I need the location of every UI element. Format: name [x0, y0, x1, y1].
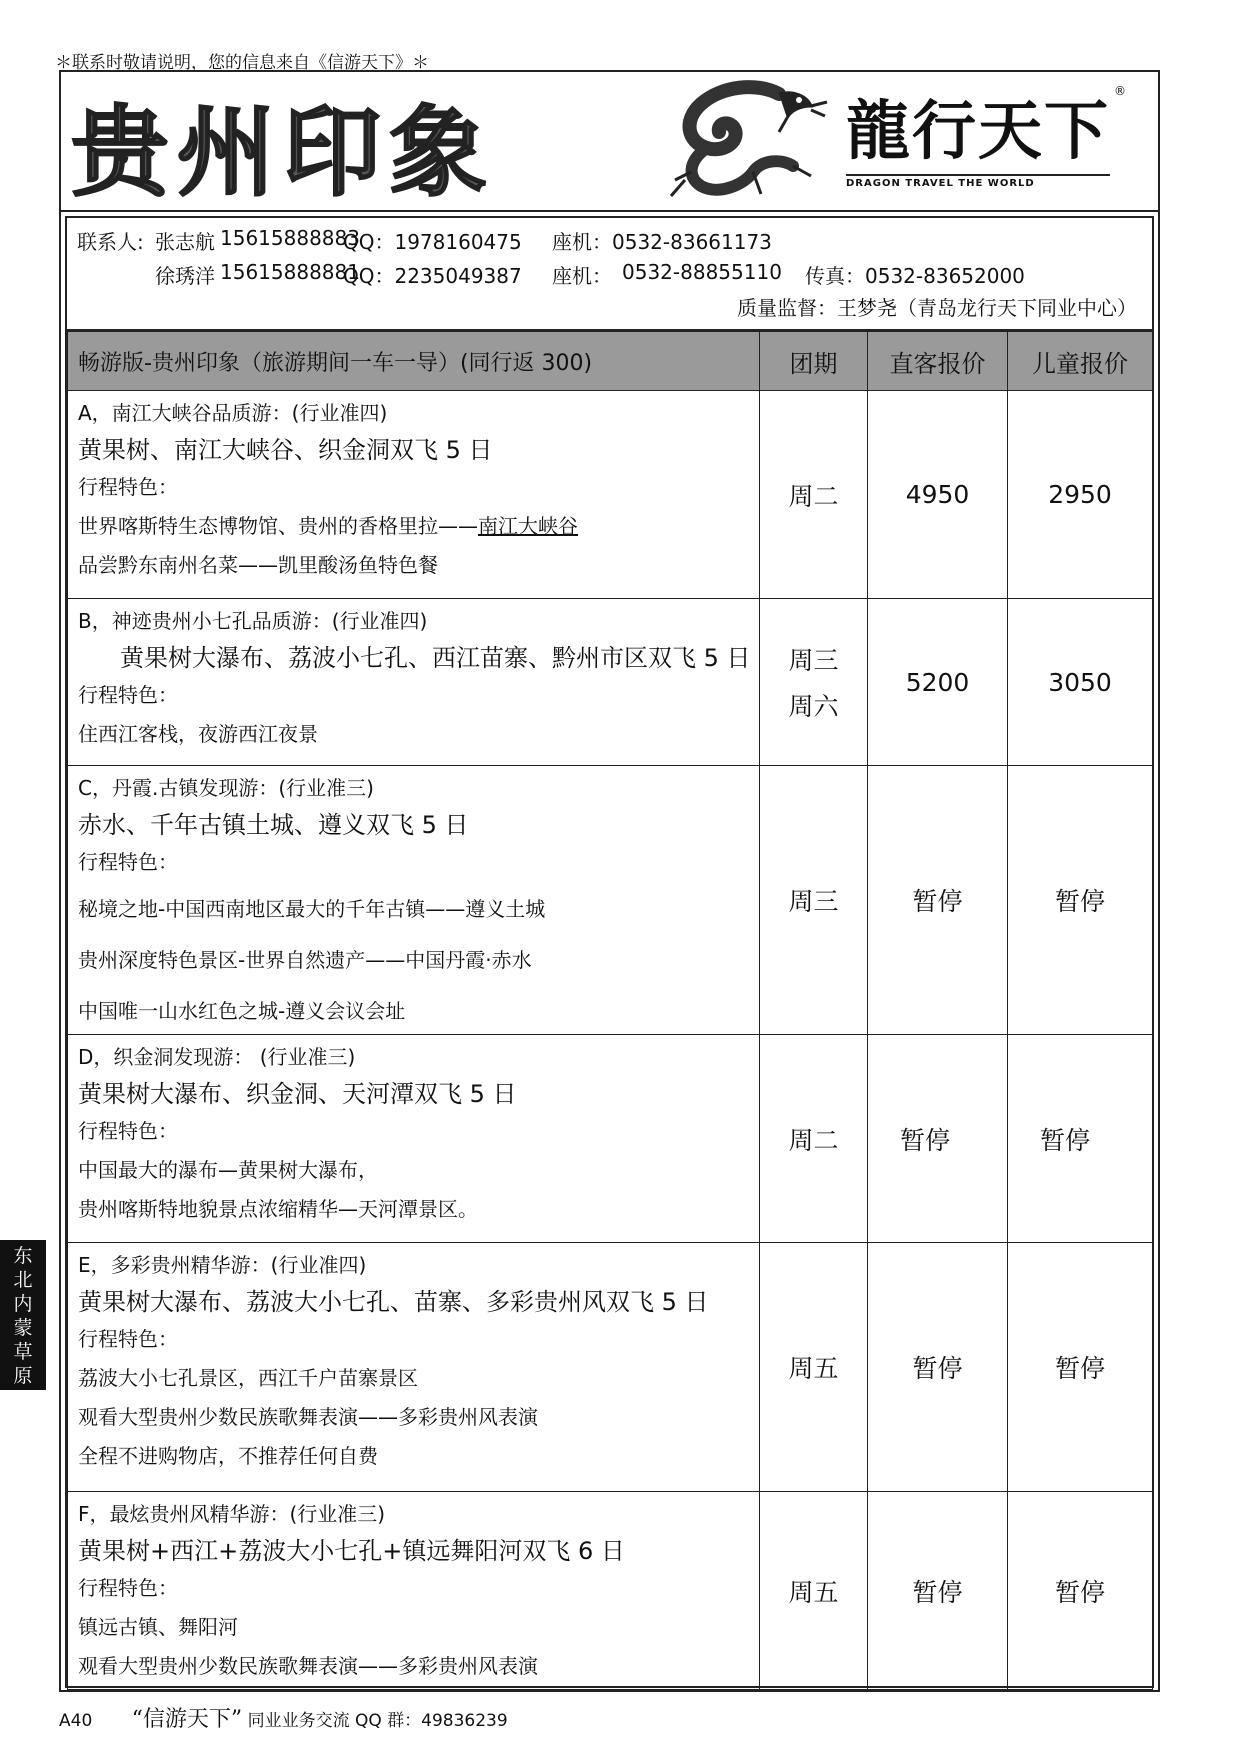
- tour-date-2: 周六: [788, 692, 839, 721]
- tour-child-price: 暂停: [1008, 1243, 1153, 1492]
- tour-desc-d: [68, 1035, 760, 1243]
- side-tab[interactable]: [0, 1240, 46, 1390]
- table-row: [68, 1035, 1153, 1243]
- tour-adult-price: 4950: [868, 391, 1008, 599]
- footer: [59, 1702, 508, 1733]
- tour-label: B，神迹贵州小七孔品质游：(行业准四): [78, 609, 428, 633]
- tour-desc-b: [68, 599, 760, 766]
- tour-child-price: 暂停: [1008, 1492, 1153, 1690]
- tour-desc-e: [68, 1243, 760, 1492]
- tour-feature-line: 观看大型贵州少数民族歌舞表演——多彩贵州风表演: [78, 1405, 538, 1429]
- side-tab-char: 原: [13, 1365, 33, 1387]
- banner: [61, 72, 1158, 212]
- tour-feature-text: 世界喀斯特生态博物馆、贵州的香格里拉——: [78, 514, 478, 538]
- tour-feature-line: 观看大型贵州少数民族歌舞表演——多彩贵州风表演: [78, 1654, 538, 1678]
- price-table: [67, 331, 1153, 1690]
- tour-label: A，南江大峡谷品质游：(行业准四): [78, 401, 388, 425]
- tour-feature-line: 品尝黔东南州名菜——凯里酸汤鱼特色餐: [78, 553, 438, 577]
- tour-date: 周五: [760, 1243, 868, 1492]
- tour-desc-f: [68, 1492, 760, 1690]
- registered-mark: ®: [1114, 84, 1126, 98]
- content-box: [65, 216, 1154, 1688]
- tour-date: [760, 599, 868, 766]
- tour-feature-label: 行程特色：: [78, 1119, 178, 1143]
- tour-route: 赤水、千年古镇土城、遵义双飞 5 日: [78, 811, 469, 839]
- tour-feature-line: 秘境之地-中国西南地区最大的千年古镇——遵义土城: [78, 897, 546, 921]
- banner-title: 贵州印象: [71, 96, 496, 210]
- tour-feature-label: 行程特色：: [78, 1576, 178, 1600]
- quality-supervisor: 质量监督：王梦尧（青岛龙行天下同业中心）: [737, 296, 1137, 320]
- contact-landline-2: 0532-88855110: [622, 260, 782, 284]
- tour-adult-price: 暂停: [868, 1035, 1008, 1243]
- table-row: [68, 766, 1153, 1035]
- contact-person-1: 张志航: [155, 230, 215, 254]
- contact-qq-2: QQ：2235049387: [343, 264, 522, 288]
- tour-feature-label: 行程特色：: [78, 1327, 178, 1351]
- tour-child-price: 3050: [1008, 599, 1153, 766]
- tour-feature-line: 贵州深度特色景区-世界自然遗产——中国丹霞·赤水: [78, 948, 532, 972]
- table-row: [68, 1492, 1153, 1690]
- side-tab-char: 北: [13, 1269, 33, 1291]
- tour-feature-label: 行程特色：: [78, 475, 178, 499]
- contact-fax: 传真：0532-83652000: [805, 264, 1025, 288]
- dragon-logo-icon: [661, 76, 831, 204]
- brand-name: 龍行天下: [846, 94, 1110, 169]
- tour-feature-line: 荔波大小七孔景区，西江千户苗寨景区: [78, 1366, 418, 1390]
- tour-feature-link: 南江大峡谷: [478, 514, 578, 538]
- tour-feature-line: [78, 510, 751, 539]
- table-row: [68, 599, 1153, 766]
- tour-date: 周三: [760, 766, 868, 1035]
- tour-date: 周二: [760, 391, 868, 599]
- tour-route: 黄果树大瀑布、织金洞、天河潭双飞 5 日: [78, 1080, 517, 1108]
- header-title: 畅游版-贵州印象（旅游期间一车一导）(同行返 300): [68, 332, 760, 391]
- tour-feature-line: 全程不进购物店，不推荐任何自费: [78, 1444, 378, 1468]
- tour-adult-price: 暂停: [868, 1243, 1008, 1492]
- header-child-price: 儿童报价: [1008, 332, 1153, 391]
- tour-desc-a: [68, 391, 760, 599]
- table-row: [68, 391, 1153, 599]
- tour-feature-label: 行程特色：: [78, 683, 178, 707]
- tour-feature-line: 贵州喀斯特地貌景点浓缩精华—天河潭景区。: [78, 1197, 478, 1221]
- tour-adult-price: 5200: [868, 599, 1008, 766]
- tour-feature-line: 中国唯一山水红色之城-遵义会议会址: [78, 999, 406, 1023]
- tour-date: 周二: [760, 1035, 868, 1243]
- side-tab-char: 内: [13, 1293, 33, 1315]
- tour-date: 周五: [760, 1492, 868, 1690]
- contacts-block: [67, 218, 1152, 332]
- contact-person-2: 徐琇洋: [155, 264, 215, 288]
- tour-child-price: 暂停: [1008, 1035, 1153, 1243]
- side-tab-char: 东: [13, 1245, 33, 1267]
- contact-landline-1: 座机：0532-83661173: [552, 230, 772, 254]
- side-tab-char: 蒙: [13, 1317, 33, 1339]
- footer-qq-group: 同业业务交流 QQ 群：49836239: [247, 1711, 508, 1731]
- tour-adult-price: 暂停: [868, 766, 1008, 1035]
- tour-desc-c: [68, 766, 760, 1035]
- page-frame: [59, 70, 1160, 1692]
- tour-adult-price: 暂停: [868, 1492, 1008, 1690]
- tour-label: C，丹霞.古镇发现游：(行业准三): [78, 776, 374, 800]
- tour-route: 黄果树大瀑布、荔波大小七孔、苗寨、多彩贵州风双飞 5 日: [78, 1288, 709, 1316]
- table-row: [68, 1243, 1153, 1492]
- tour-feature-line: 住西江客栈，夜游西江夜景: [78, 722, 318, 746]
- brand-subtitle: DRAGON TRAVEL THE WORLD: [846, 174, 1110, 189]
- contact-phone-2: 15615888881: [220, 260, 360, 284]
- tour-route: 黄果树、南江大峡谷、织金洞双飞 5 日: [78, 436, 493, 464]
- tour-child-price: 暂停: [1008, 766, 1153, 1035]
- contact-phone-1: 15615888883: [220, 226, 360, 250]
- tour-child-price: 2950: [1008, 391, 1153, 599]
- source-notice: ＊联系时敬请说明，您的信息来自《信游天下》＊: [55, 53, 429, 73]
- tour-feature-label: 行程特色：: [78, 850, 178, 874]
- header-adult-price: 直客报价: [868, 332, 1008, 391]
- tour-feature-line: 镇远古镇、舞阳河: [78, 1615, 238, 1639]
- tour-route: 黄果树+西江+荔波大小七孔+镇远舞阳河双飞 6 日: [78, 1537, 625, 1565]
- tour-date-1: 周三: [788, 646, 839, 675]
- contact-landline-2-label: 座机：: [552, 264, 612, 288]
- footer-brand: “信游天下”: [131, 1707, 243, 1732]
- contact-qq-1: QQ：1978160475: [343, 230, 522, 254]
- tour-feature-line: 中国最大的瀑布—黄果树大瀑布，: [78, 1158, 378, 1182]
- table-header-row: [68, 332, 1153, 391]
- contact-label: 联系人:: [77, 230, 144, 254]
- header-date: 团期: [760, 332, 868, 391]
- tour-label: E，多彩贵州精华游：(行业准四): [78, 1253, 367, 1277]
- page-number: A40: [59, 1711, 93, 1731]
- tour-route: 黄果树大瀑布、荔波小七孔、西江苗寨、黔州市区双飞 5 日: [120, 644, 751, 672]
- side-tab-char: 草: [13, 1341, 33, 1363]
- tour-label: D，织金洞发现游： (行业准三): [78, 1045, 356, 1069]
- tour-label: F，最炫贵州风精华游：(行业准三): [78, 1502, 386, 1526]
- brand-logo: [846, 80, 1126, 189]
